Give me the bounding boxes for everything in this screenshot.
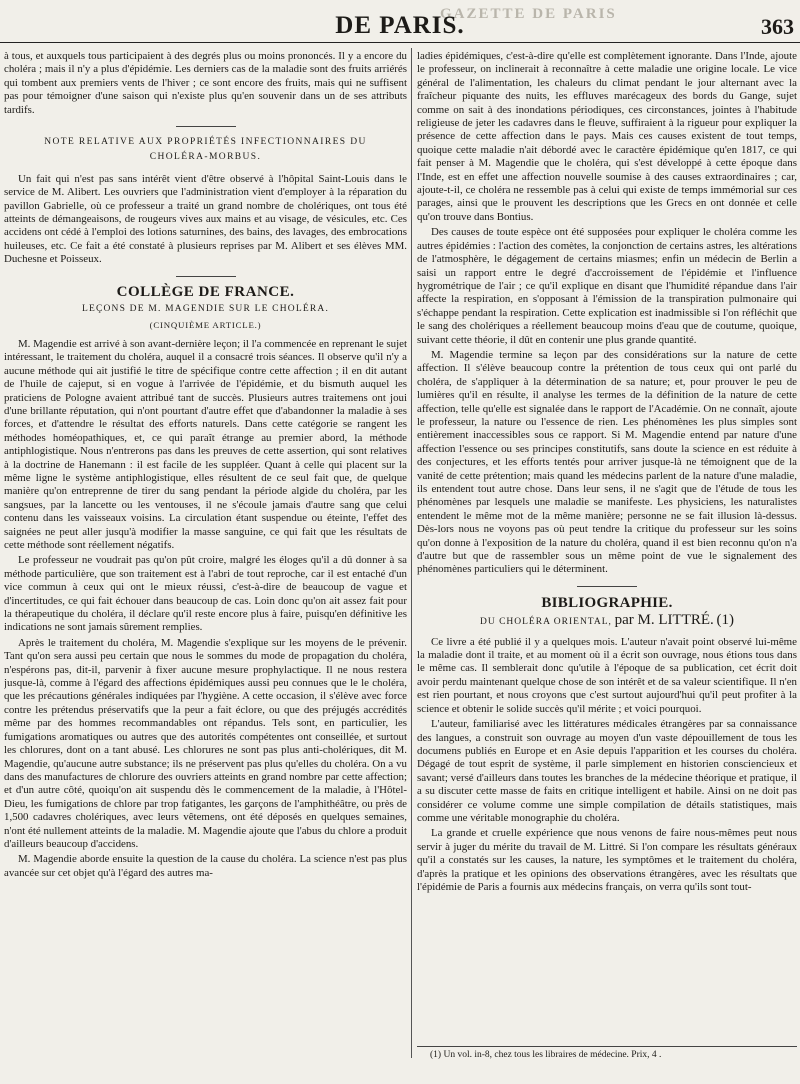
left-paragraph-3: Après le traitement du choléra, M. Magendie s'explique sur les moyens de le prévenir. Tant qu'on sera aussi peu certain que nous le sommes du mode de propagation du choléra, n'espérons pas, dit-il, parvenir à fixer aucune mesure prophylactique. Il ne nous restera jusque-là, comme à l'égard des affections épidémiques aussi peu connues que le le choléra, que les précautions générales indiquées par l'hygiène. A cette occasion, il s'élève avec force contre les prétendus préservatifs que la peur a fait éclore, ou que des préjugés accrédités même par des hommes recommandables ont répandus. Tels sont, en particulier, les fumigations aromatiques ou autres que des autorités compétentes ont conseillée, et surtout les chlorures, dont on a tant abusé. Les chlorures ne sont pas plus anti-cholériques, dit M. Magendie, qu'aucune autre substance; ils ne préservent pas plus qu'elles du choléra. On a vu dans des manufactures de chlorure des ouvriers atteints en grand nombre par cette affection; et d'un autre côté, quoiqu'on ait suspendu dès le commencement de la maladie, à l'Hôtel-Dieu, les fumigations de chlore par trop fatigantes, les garçons de l'amphithéâtre, ou près de 1,500 cadavres cholériques, avec leurs vêtemens, ont été déposés en quelques semaines, n'ont été nullement atteints de la maladie. M. Magendie ajoute que l'abus du chlore a produit d'ailleurs beaucoup d'accidens. (4, 636, 407, 850)
note-subtitle: CHOLÉRA-MORBUS. (149, 152, 262, 163)
lecons-title: LEÇONS DE M. MAGENDIE SUR LE CHOLÉRA. (81, 304, 330, 315)
bibliographie-subtitle (417, 614, 797, 629)
book-title: DU CHOLÉRA ORIENTAL, (479, 617, 612, 628)
right-paragraph-5: L'auteur, familiarisé avec les littératures médicales étrangères par sa connaissance des langues, a construit son ouvrage au moyen d'un vaste dépouillement de tous les documens publiés en Europe et en Asie depuis l'apparition et les courses du choléra. Dégagé de tout esprit de système, il parle simplement en historien consciencieux et savant; versé d'ailleurs dans toutes les branches de la médecine théorique et pratique, il a su discuter cette masse de faits en critique intelligent et habile. Ainsi on ne doit pas considérer ce volume comme une simple compilation de détails statistiques, mais comme une véritable monographie du choléra. (417, 718, 797, 824)
right-paragraph-4: Ce livre a été publié il y a quelques mois. L'auteur n'avait point observé lui-même la maladie dont il traite, et au moment où il a écrit son ouvrage, nous étions tous dans le même cas. Il semblerait donc qu'utile à l'époque de sa publication, cet écrit doit avoir perdu maintenant quelque chose de son intérêt et de sa valeur scientifique. Il n'en est rien pourtant, et nous croyons que c'est surtout aujourd'hui qu'il peut profiter à la science et obtenir le solide succès qu'il mérite ; et voici pourquoi. (417, 635, 797, 715)
note-title: NOTE RELATIVE AUX PROPRIÉTÉS INFECTIONNAIRES DU (44, 137, 367, 148)
show-through-title: GAZETTE DE PARIS (440, 6, 617, 22)
right-paragraph-2: Des causes de toute espèce ont été supposées pour expliquer le choléra comme les autres épidémies : l'action des comètes, la conjonction de certains astres, les altérations de l'atmosphère, le dégagement de certains miasmes; enfin un médecin de Berlin a saisi un rapport entre le degré d'accroissement de l'épidémie et l'influence hygrométrique de l'air ; ce qu'il explique en disant que l'humidité répandue dans l'air affecte la respiration, en s'opposant à l'émission de la transpiration pulmonaire qui s'échappe pendant la respiration. Cette explication est inadmissible si l'on réfléchit que le sang des cholériques a réellement beaucoup moins d'eau que de coutume, quoique, suivant cette théorie, il dût en contenir une plus grande quantité. (417, 226, 797, 346)
footnote-marker: (1) (716, 612, 735, 629)
left-paragraph-4: M. Magendie aborde ensuite la question de la cause du choléra. La science n'est pas plus avancée sur cet objet qu'à l'égard des autres ma- (4, 853, 407, 879)
left-column (4, 50, 407, 1050)
column-divider (411, 48, 412, 1058)
right-column (417, 50, 797, 1050)
section-rule (176, 276, 236, 277)
book-author: par M. LITTRÉ. (614, 612, 714, 629)
journal-title: DE PARIS. (335, 12, 465, 39)
section-rule (577, 586, 637, 587)
left-paragraph-1: M. Magendie est arrivé à son avant-dernière leçon; il l'a commencée en reprenant le sujet intéressant, le traitement du choléra, auquel il a consacré trois séances. Il observe qu'il n'y a aucune méthode qui ait justifié le titre de spécifique contre cette affection ; il en dit autant de l'huile de cajeput, si en vogue à l'arrivée de l'épidémie, et du bismuth auquel les praticiens de Pologne avaient attribué tant de succès. Plusieurs autres traitemens ont joui d'une brillante réputation, qui n'ont pourtant d'autre effet que d'abandonner la maladie à ses forces, et d'attendre le résultat des efforts naturels. Dans cette catégorie se rangent les méthodes homéopathiques, et, ce qui paraît étrange au premier abord, la méthode antiphlogistique. Nous n'entrerons pas dans les preuves de cette assertion, qui sont relatives à la doctrine de Hanemann : il est facile de les suppléer. Quant à celle qui placent sur la même ligne le système antiphlogistique, elles résultent de ce seul fait que, de quelque manière qu'on entreprenne de tirer du sang pendant la période algide du choléra, par les sangsues, par la lancette ou les ventouses, il ne s'écoule jamais d'autre sang que celui contenu dans les vaisseaux voisins. La circulation étant suspendue ou éteinte, l'effet des saignées ne peut aller jusqu'à modifier la masse sanguine, ce qui fait que les résultats de cette méthode sont réellement négatifs. (4, 337, 407, 551)
page-number: 363 (761, 14, 794, 39)
left-paragraph-2: Le professeur ne voudrait pas qu'on pût croire, malgré les éloges qu'il a dû donner à sa méthode particulière, que son traitement est à l'abri de tout reproche, car il est entaché d'un vice commun à ceux qui ont le mieux réussi, c'est-à-dire de beaucoup de vague et d'incertitudes, ce qui fait échouer dans beaucoup de cas. Loin donc qu'on ait assez fait pour la thérapeutique du choléra, il déclare qu'il reste encore plus à faire, puisqu'en définitive les indications ne sont jamais sûrement remplies. (4, 554, 407, 634)
footnote: (1) Un vol. in-8, chez tous les libraires de médecine. Prix, 4 . (430, 1050, 662, 1060)
bibliographie-title: BIBLIOGRAPHIE. (541, 594, 673, 611)
right-paragraph-3: M. Magendie termine sa leçon par des considérations sur la nature de cette affection. Il s'élève beaucoup contre la prétention de tous ceux qui ont parlé du choléra, de s'appliquer à la détermination de sa nature; et, pour prouver le peu de lumières qu'il en résulte, il analyse les termes de la définition de la nature de cette affection, telle qu'elle est signalée dans le rapport de l'Académie. On ne connaît, ajoute le professeur, la nature ou l'essence de rien. Les phénomènes les plus simples sont entièrement inaccessibles sous ce rapport. Si M. Magendie entend par nature d'une affection l'essence ou ses principes constitutifs, sans doute la science en est réduite à des conjectures, et les efforts tentés pour arriver jusque-là ne témoignent que de la vanité de cette prétention; mais quand les médecins parlent de la nature d'une maladie, ils entendent tout autre chose. Dans leur sens, il ne s'agit que de l'étude de tous les phénomènes par lesquels une maladie se manifeste. Les physiciens, les naturalistes entendent le même mot de la même manière; personne ne se fait illusion là-dessus. Dès-lors nous ne voyons pas où peut tendre la critique du professeur sur les soins qu'on donne à l'exposition de la nature du choléra, quand il est bien reconnu qu'on n'a d'autre but que de rassembler sous un même point de vue le signalement des phénomènes particuliers qui le déterminent. (417, 348, 797, 576)
page-header (0, 0, 800, 43)
article-label: (CINQUIÈME ARTICLE.) (149, 319, 262, 330)
intro-paragraph: à tous, et auxquels tous participaient à des degrés plus ou moins prononcés. Il y a encore du choléra ; mais il n'y a plus d'épidémie. Les derniers cas de la maladie sont des fruits arriérés qui tombent aux premiers vents de l'hiver ; ce sont encore des fruits, mais qui ne suffisent pas pour témoigner d'une saison qui n'existe plus qu'en souvenir dans un de ses attributs tardifs. (4, 50, 407, 116)
section-rule (176, 126, 236, 127)
right-paragraph-1: ladies épidémiques, c'est-à-dire qu'elle est complètement ignorante. Dans l'Inde, ajoute le professeur, on inclinerait à reconnaître à cette maladie une origine locale. Le vice général de l'alimentation, les chaleurs du climat pendant le jour alternant avec la fraîcheur piquante des nuits, les effluves marécageux des bords du Gange, sujet comme on sait à des inondations périodiques, ces circonstances, jointes à l'habitude religieuse de jeter les cadavres dans le fleuve, suffiraient à la rigueur pour expliquer la présence de cette affection dans le pays. Mais ces causes existent de tout temps, quoique cette maladie n'ait débordé avec le caractère épidémique qu'en 1817, ce qui fait penser à M. Magendie que le choléra, qui s'est développé à cette époque dans l'Inde, est en effet une affection nouvelle soumise à des causes extraordinaires ; car, ajoute-t-il, ce choléra ne ressemble pas à celui qui existe de temps immémorial sur ces parages, ainsi que le prouvent les descriptions que les Grecs en ont donnée et celle qu'on trouve dans Bontius. (417, 50, 797, 223)
note-paragraph: Un fait qui n'est pas sans intérêt vient d'être observé à l'hôpital Saint-Louis dans le service de M. Alibert. Les ouvriers que l'administration vient d'employer à la réparation du pavillon Gabrielle, où ce professeur a traité un grand nombre de cholériques, ont tous été atteints de démangeaisons, de rougeurs vives aux mains et au visage, de vésicules, etc. Ces accidens ont cédé à l'emploi des lotions saturnines, des bains, des lavages, des embrocations huileuses, etc. Ce fait a été constaté à plusieurs reprises par M. Alibert et ses élèves MM. Duchesne et Poisseux. (4, 172, 407, 266)
right-paragraph-6: La grande et cruelle expérience que nous venons de faire nous-mêmes peut nous servir à juger du mérite du travail de M. Littré. Si l'on compare les résultats généraux qu'il a constatés sur les causes, la nature, les symptômes et le traitement du choléra, d'après la pratique et les opinions des observations étrangères, avec les résultats que l'épidémie de Paris a fournis aux médecins français, on verra qu'ils sont tout- (417, 827, 797, 893)
college-title: COLLÈGE DE FRANCE. (116, 283, 295, 300)
footnote-rule (417, 1046, 797, 1047)
